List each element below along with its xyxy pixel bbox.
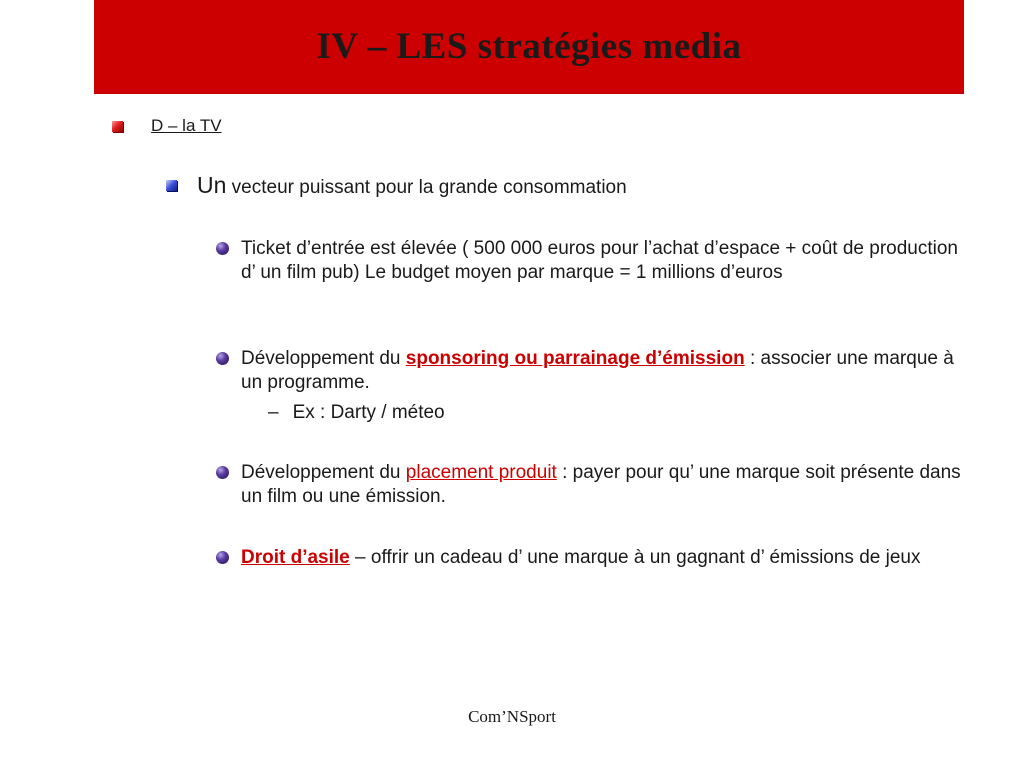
bullet-item-placement bbox=[216, 461, 966, 509]
level1-item bbox=[166, 172, 627, 199]
bullet-item-ticket bbox=[216, 237, 961, 285]
purple-sphere-bullet-icon bbox=[216, 242, 229, 255]
dash-bullet: – bbox=[268, 402, 279, 423]
bullet-item-sponsoring bbox=[216, 347, 961, 395]
bullet-text bbox=[241, 237, 961, 285]
bullet-body: Ticket d’entrée est élevée ( 500 000 euros pour l’achat d’espace + coût de production d’ un film pub) Le budget moyen par marque = 1 millions d’euros bbox=[241, 238, 958, 283]
droit-asile-link: Droit d’asile bbox=[241, 547, 350, 568]
blue-square-bullet-icon bbox=[166, 180, 177, 191]
sub-bullet-example bbox=[268, 401, 445, 425]
bullet-text bbox=[241, 461, 966, 509]
red-square-bullet-icon bbox=[112, 121, 123, 132]
bullet-suffix: : associer une marque à un programme. bbox=[241, 348, 960, 393]
purple-sphere-bullet-icon bbox=[216, 551, 229, 564]
bullet-text bbox=[241, 546, 961, 570]
placement-produit-link: placement produit bbox=[405, 462, 557, 483]
bullet-suffix: : payer pour qu’ une marque soit présente dans un film ou une émission. bbox=[241, 462, 966, 507]
bullet-text bbox=[241, 347, 961, 395]
sub-bullet-text: Ex : Darty / méteo bbox=[292, 402, 445, 423]
section-label: D – la TV bbox=[151, 116, 222, 135]
purple-sphere-bullet-icon bbox=[216, 352, 229, 365]
bullet-prefix: Développement du bbox=[241, 462, 406, 483]
purple-sphere-bullet-icon bbox=[216, 466, 229, 479]
bullet-prefix: Développement du bbox=[241, 348, 406, 369]
level1-text: vecteur puissant pour la grande consommation bbox=[226, 177, 627, 198]
slide-title: IV – LES stratégies media bbox=[316, 26, 742, 67]
bullet-suffix: – offrir un cadeau d’ une marque à un gagnant d’ émissions de jeux bbox=[349, 547, 921, 568]
level1-first-word: Un bbox=[197, 172, 227, 198]
sponsoring-link: sponsoring ou parrainage d’émission bbox=[405, 348, 745, 369]
section-heading bbox=[112, 116, 222, 136]
bullet-item-droit-asile bbox=[216, 546, 961, 570]
footer-brand: Com’NSport bbox=[468, 707, 556, 726]
